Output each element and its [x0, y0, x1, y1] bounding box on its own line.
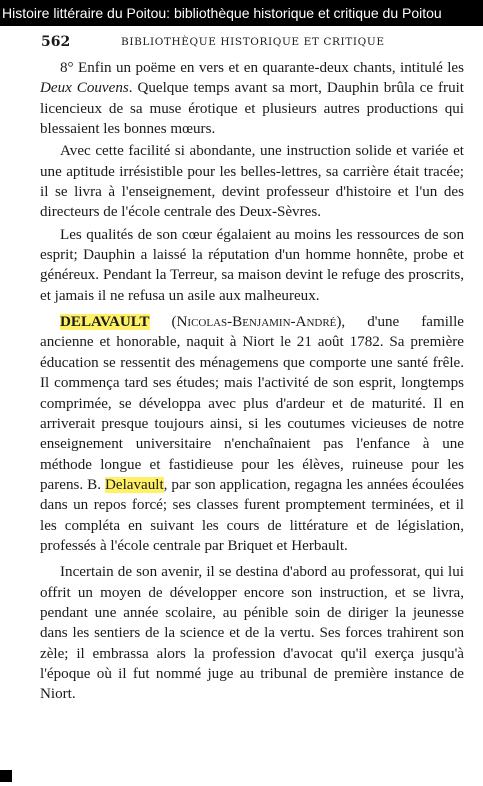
window-title: Histoire littéraire du Poitou: bibliothèque historique et critique du Poitou [2, 5, 442, 21]
page-number: 562 [41, 34, 71, 50]
corner-mark [0, 770, 12, 782]
paragraph-delavault-biography: DELAVAULT (Nicolas-Benjamin-André), d'une famille ancienne et honorable, naquit à Niort le 21 août 1782. Sa première éducation se ressentit des ménagemens que comporte une santé frêle. Il commença tard ses études; mais l'activité de son esprit, longtemps comprimée, se développa avec plus d'ardeur et de maturité. Il en arriverait presque toujours ainsi, si les coutumes vicieuses de notre enseignement universitaire n'enchaînaient pas l'enfance à une méthode longue et fastidieuse pour les élèves, ruineuse pour les parens. B. Delavault, par son application, regagna les années écoulées dans un repos forcé; ses classes furent promptement terminées, et il les compléta en suivant les cours de littérature et de législation, professés à l'école centrale par Briquet et Herbault. [40, 314, 464, 554]
page-body [40, 58, 464, 707]
paragraph-career: Avec cette facilité si abondante, une instruction solide et variée et une aptitude irrésistible pour les belles-lettres, sa carrière était tracée; il se livra à l'enseignement, devint professeur d'histoire et l'un des directeurs de l'école centrale des Deux-Sèvres. [40, 143, 464, 221]
poem-title: Deux Couvens [40, 80, 129, 97]
paragraph-poem: 8° Enfin un poëme en vers et en quarante-deux chants, intitulé les Deux Couvens. Quelque temps avant sa mort, Dauphin brûla ce fruit licencieux de sa muse érotique et plusieurs autres productions qui blessaient les bonnes mœurs. [40, 60, 464, 138]
running-title: BIBLIOTHÈQUE HISTORIQUE ET CRITIQUE [121, 36, 385, 48]
search-highlight-name-2: Delavault [104, 476, 164, 493]
running-head [0, 34, 483, 52]
full-name-smallcaps: (Nicolas-Benjamin-André) [171, 314, 342, 331]
window-title-bar [0, 0, 483, 26]
paragraph-profession: Incertain de son avenir, il se destina d'abord au professorat, qui lui offrit un moyen de développer encore son instruction, et se livra, pendant une année scolaire, au pénible soin de diriger la jeunesse dans les sentiers de la science et de la vertu. Ses forces trahirent son zèle; il embrassa alors la profession d'avocat qu'il exerça jusqu'à l'époque où il fut nommé juge au tribunal de première instance de Niort. [40, 564, 464, 703]
search-highlight-name: DELAVAULT [60, 314, 150, 331]
paragraph-qualities: Les qualités de son cœur égalaient au moins les ressources de son esprit; Dauphin a laissé la réputation d'un homme honnête, probe et généreux. Pendant la Terreur, sa maison devint le refuge des proscrits, et jamais il ne refusa un asile aux malheureux. [40, 226, 464, 304]
